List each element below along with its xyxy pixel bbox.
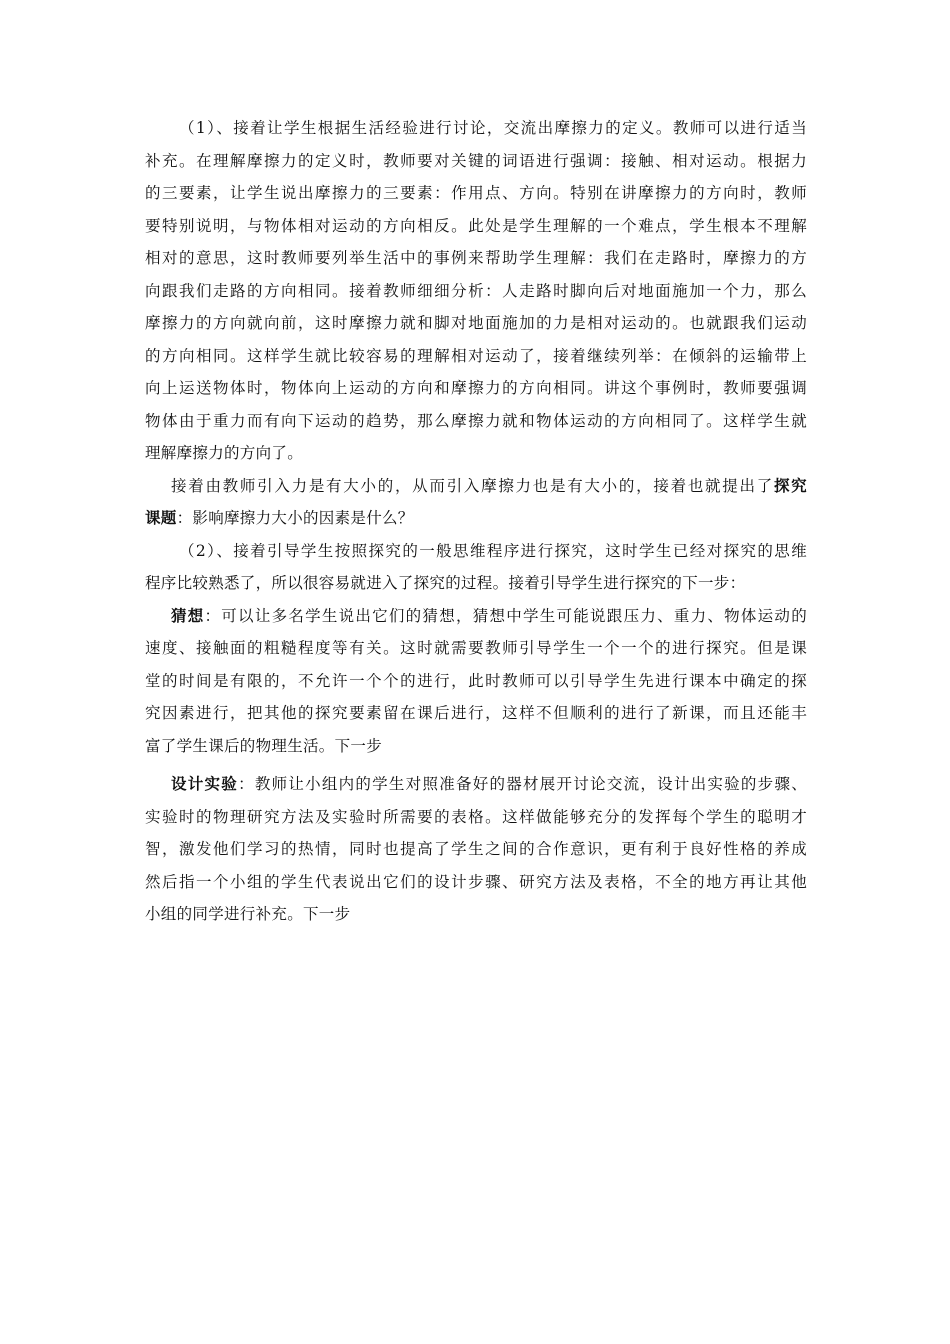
text-line (145, 502, 807, 535)
text-line: 然后指一个小组的学生代表说出它们的设计步骤、研究方法及表格，不全的地方再让其他 (145, 872, 807, 891)
text-line: 究因素进行，把其他的探究要素留在课后进行，这样不但顺利的进行了新课，而且还能丰 (145, 704, 807, 722)
text-line: 要特别说明，与物体相对运动的方向相反。此处是学生理解的一个难点，学生根本不理解 (145, 216, 807, 235)
text-line: （2）、接着引导学生按照探究的一般思维程序进行探究，这时学生已经对探究的思维 (179, 541, 807, 560)
inline-text: ：教师让小组内的学生对照准备好的器材展开讨论交流，设计出实验的步骤、 (238, 775, 807, 793)
paragraph-design-experiment (145, 768, 807, 931)
text-line: 智，激发他们学习的热情，同时也提高了学生之间的合作意识，更有利于良好性格的养成 (145, 840, 807, 858)
text-line: 相对的意思，这时教师要列举生活中的事例来帮助学生理解：我们在走路时，摩擦力的方 (145, 249, 807, 267)
text-line: 摩擦力的方向就向前，这时摩擦力就和脚对地面施加的力是相对运动的。也就跟我们运动 (145, 314, 807, 332)
text-line: 的三要素，让学生说出摩擦力的三要素：作用点、方向。特别在讲摩擦力的方向时，教师 (145, 184, 807, 202)
text-line (145, 768, 807, 801)
paragraph-inquiry-topic (145, 470, 807, 535)
paragraph-hypothesis (145, 600, 807, 763)
text-line: 程序比较熟悉了，所以很容易就进入了探究的过程。接着引导学生进行探究的下一步： (145, 574, 746, 592)
text-line: 向上运送物体时，物体向上运动的方向和摩擦力的方向相同。讲这个事例时，教师要强调 (145, 379, 807, 397)
inline-text: ：影响摩擦力大小的因素是什么？ (176, 509, 414, 527)
text-line: 小组的同学进行补充。下一步 (145, 905, 351, 923)
bold-term: 设计实验 (171, 774, 239, 793)
bold-term: 猜想 (171, 605, 205, 625)
text-line: 实验时的物理研究方法及实验时所需要的表格。这样做能够充分的发挥每个学生的聪明才 (145, 807, 807, 826)
text-line: 理解摩擦力的方向了。 (145, 444, 304, 462)
text-line: （1）、接着让学生根据生活经验进行讨论，交流出摩擦力的定义。教师可以进行适当 (179, 119, 807, 137)
document-page (145, 112, 807, 931)
bold-term: 探究 (773, 475, 807, 495)
text-line: 补充。在理解摩擦力的定义时，教师要对关键的词语进行强调：接触、相对运动。根据力 (145, 151, 807, 170)
text-line: 堂的时间是有限的，不允许一个个的进行，此时教师可以引导学生先进行课本中确定的探 (145, 671, 807, 690)
text-line (145, 600, 807, 633)
text-line: 物体由于重力而有向下运动的趋势，那么摩擦力就和物体运动的方向相同了。这样学生就 (145, 411, 807, 430)
text-line: 速度、接触面的粗糙程度等有关。这时就需要教师引导学生一个一个的进行探究。但是课 (145, 639, 807, 657)
bold-term: 课题 (145, 508, 177, 527)
paragraph-friction-definition (145, 112, 807, 470)
text-line: 富了学生课后的物理生活。下一步 (145, 736, 383, 755)
text-line (145, 470, 807, 503)
text-line: 向跟我们走路的方向相同。接着教师细细分析：人走路时脚向后对地面施加一个力，那么 (145, 281, 807, 300)
inline-text: ：可以让多名学生说出它们的猜想，猜想中学生可能说跟压力、重力、物体运动的 (204, 606, 807, 625)
inline-text: 接着由教师引入力是有大小的，从而引入摩擦力也是有大小的，接着也就提出了 (171, 476, 774, 495)
text-line: 的方向相同。这样学生就比较容易的理解相对运动了，接着继续列举：在倾斜的运输带上 (145, 346, 807, 365)
paragraph-inquiry-process (145, 535, 807, 600)
